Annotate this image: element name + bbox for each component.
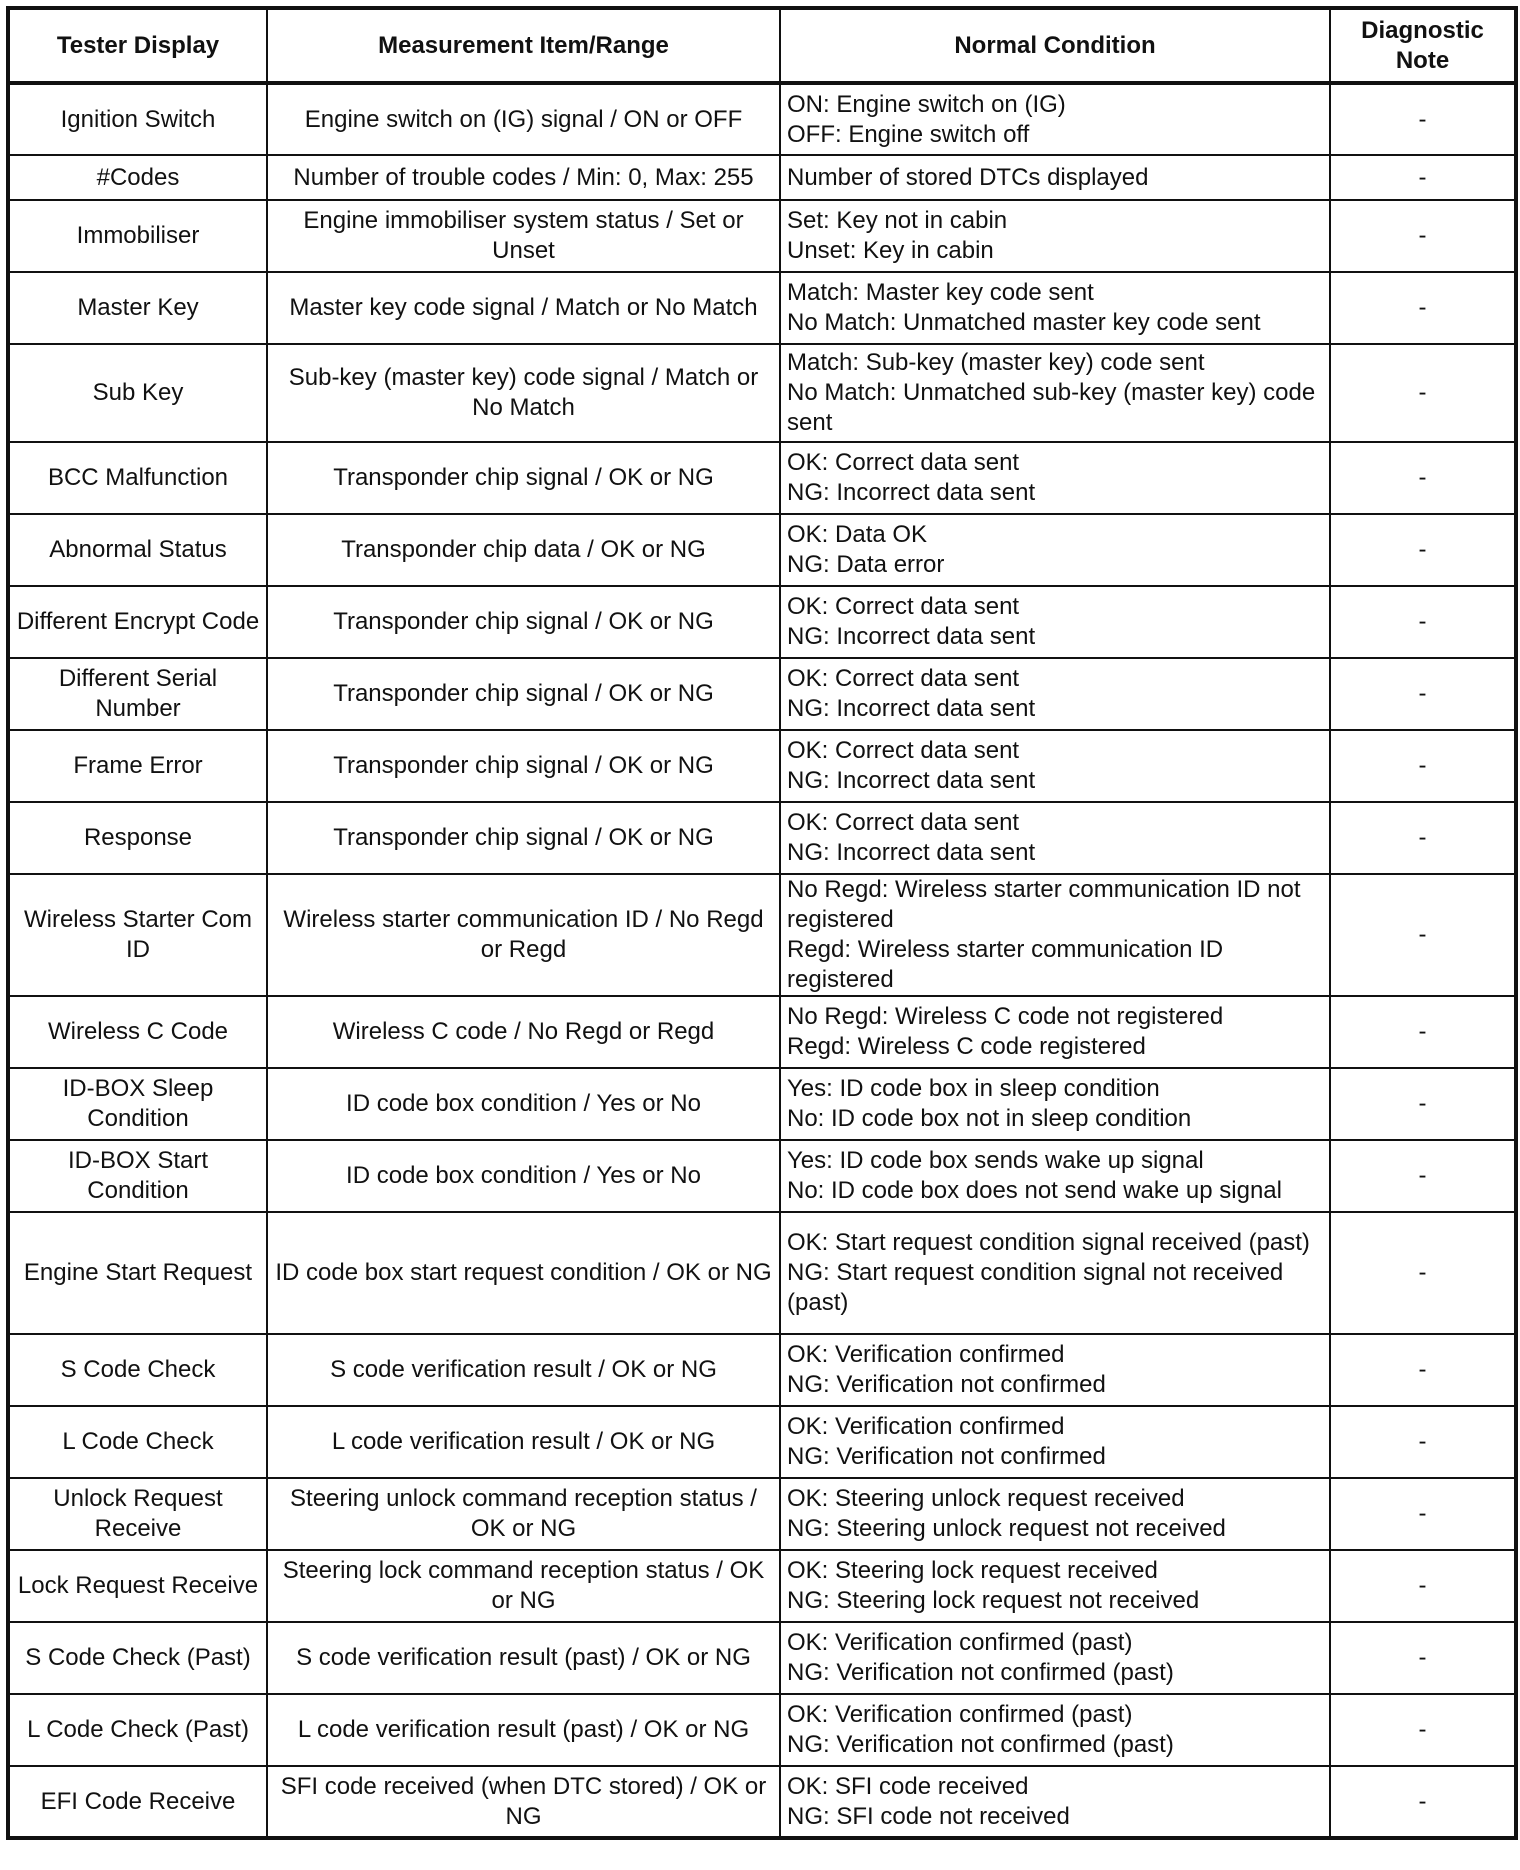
measurement-cell: SFI code received (when DTC stored) / OK or NG [267,1766,780,1838]
table-row [8,83,1516,155]
tester-display-cell: Sub Key [8,344,267,442]
normal-condition-line: NG: Steering unlock request not received [787,1515,1226,1542]
normal-condition-line: NG: Incorrect data sent [787,839,1036,866]
table-row [8,1694,1516,1766]
tester-display-cell: L Code Check [8,1406,267,1478]
normal-condition-cell [780,874,1330,996]
diagnostic-note-cell: - [1330,730,1516,802]
tester-display-cell: Unlock Request Receive [8,1478,267,1550]
measurement-cell: L code verification result / OK or NG [267,1406,780,1478]
normal-condition-cell [780,1694,1330,1766]
diagnostic-note-cell: - [1330,874,1516,996]
header-normal-condition: Normal Condition [780,8,1330,83]
table-body [8,83,1516,1838]
diagnostic-note-cell: - [1330,1694,1516,1766]
normal-condition-line: NG: Incorrect data sent [787,767,1036,794]
normal-condition-cell [780,344,1330,442]
normal-condition-cell [780,1766,1330,1838]
diagnostic-note-cell: - [1330,1140,1516,1212]
table-row [8,1406,1516,1478]
normal-condition-line: NG: Verification not confirmed (past) [787,1659,1174,1686]
diagnostic-note-cell: - [1330,442,1516,514]
normal-condition-cell [780,200,1330,272]
header-measurement-item: Measurement Item/Range [267,8,780,83]
normal-condition-line: NG: Incorrect data sent [787,623,1036,650]
diagnostic-note-cell: - [1330,1334,1516,1406]
table-row [8,272,1516,344]
diagnostic-note-cell: - [1330,802,1516,874]
diagnostic-note-cell: - [1330,1212,1516,1334]
normal-condition-line: Set: Key not in cabin [787,207,1008,234]
measurement-cell: Engine immobiliser system status / Set or Unset [267,200,780,272]
tester-display-cell: Ignition Switch [8,83,267,155]
measurement-cell: L code verification result (past) / OK or NG [267,1694,780,1766]
tester-display-cell: Wireless C Code [8,996,267,1068]
normal-condition-line: OK: Verification confirmed (past) [787,1701,1133,1728]
normal-condition-cell [780,1334,1330,1406]
table-row [8,200,1516,272]
tester-display-cell: BCC Malfunction [8,442,267,514]
table-row [8,442,1516,514]
table-row [8,996,1516,1068]
measurement-cell: Transponder chip signal / OK or NG [267,586,780,658]
measurement-cell: Transponder chip signal / OK or NG [267,442,780,514]
tester-display-cell: L Code Check (Past) [8,1694,267,1766]
measurement-cell: Transponder chip data / OK or NG [267,514,780,586]
normal-condition-line: OK: SFI code received [787,1772,1029,1800]
table-row [8,1140,1516,1212]
diagnostic-note-cell: - [1330,996,1516,1068]
measurement-cell: Transponder chip signal / OK or NG [267,730,780,802]
normal-condition-line: ON: Engine switch on (IG) [787,90,1066,118]
tester-display-cell: ID-BOX Sleep Condition [8,1068,267,1140]
normal-condition-cell [780,802,1330,874]
tester-display-cell: Different Serial Number [8,658,267,730]
normal-condition-cell [780,996,1330,1068]
normal-condition-line: OK: Correct data sent [787,593,1020,620]
normal-condition-cell [780,442,1330,514]
normal-condition-line: Regd: Wireless starter communication ID registered [787,936,1224,993]
diagnostic-note-cell: - [1330,514,1516,586]
measurement-cell: S code verification result (past) / OK or NG [267,1622,780,1694]
table-row [8,1766,1516,1838]
tester-display-cell: EFI Code Receive [8,1766,267,1838]
normal-condition-cell [780,155,1330,200]
measurement-cell: Number of trouble codes / Min: 0, Max: 255 [267,155,780,200]
normal-condition-line: Regd: Wireless C code registered [787,1033,1146,1060]
normal-condition-line: Unset: Key in cabin [787,237,994,264]
tester-display-cell: Response [8,802,267,874]
diagnostic-note-cell: - [1330,155,1516,200]
normal-condition-cell [780,658,1330,730]
diagnostic-note-cell: - [1330,83,1516,155]
tester-display-cell: S Code Check [8,1334,267,1406]
normal-condition-line: OK: Data OK [787,521,928,548]
data-list-table [6,6,1518,1840]
normal-condition-line: No: ID code box does not send wake up signal [787,1177,1282,1204]
tester-display-cell: #Codes [8,155,267,200]
normal-condition-cell [780,83,1330,155]
table-row [8,1212,1516,1334]
table-row [8,874,1516,996]
normal-condition-cell [780,1478,1330,1550]
measurement-cell: Wireless starter communication ID / No Regd or Regd [267,874,780,996]
normal-condition-cell [780,1622,1330,1694]
diagnostic-note-cell: - [1330,200,1516,272]
table-row [8,802,1516,874]
data-list-table-container [6,6,1514,1840]
tester-display-cell: Wireless Starter Com ID [8,874,267,996]
normal-condition-line: OK: Correct data sent [787,737,1020,764]
tester-display-cell: Master Key [8,272,267,344]
measurement-cell: Master key code signal / Match or No Match [267,272,780,344]
diagnostic-note-cell: - [1330,1406,1516,1478]
measurement-cell: ID code box condition / Yes or No [267,1068,780,1140]
diagnostic-note-cell: - [1330,1550,1516,1622]
normal-condition-line: No: ID code box not in sleep condition [787,1105,1192,1132]
normal-condition-cell [780,1212,1330,1334]
table-row [8,1478,1516,1550]
normal-condition-line: OK: Correct data sent [787,449,1020,476]
table-row [8,1622,1516,1694]
header-row [8,8,1516,83]
diagnostic-note-cell: - [1330,586,1516,658]
normal-condition-cell [780,586,1330,658]
normal-condition-line: NG: SFI code not received [787,1802,1070,1830]
normal-condition-cell [780,1068,1330,1140]
diagnostic-note-cell: - [1330,1068,1516,1140]
measurement-cell: Steering lock command reception status / OK or NG [267,1550,780,1622]
normal-condition-line: NG: Start request condition signal not received (past) [787,1259,1284,1316]
normal-condition-line: NG: Data error [787,551,945,578]
normal-condition-line: No Regd: Wireless C code not registered [787,1003,1224,1030]
tester-display-cell: Frame Error [8,730,267,802]
diagnostic-note-cell: - [1330,658,1516,730]
normal-condition-line: Match: Master key code sent [787,279,1094,306]
normal-condition-line: No Match: Unmatched sub-key (master key) code sent [787,379,1316,436]
measurement-cell: Transponder chip signal / OK or NG [267,658,780,730]
measurement-cell: ID code box condition / Yes or No [267,1140,780,1212]
normal-condition-line: No Regd: Wireless starter communication ID not registered [787,876,1301,933]
tester-display-cell: ID-BOX Start Condition [8,1140,267,1212]
normal-condition-cell [780,1406,1330,1478]
header-diagnostic-note: Diagnostic Note [1330,8,1516,83]
measurement-cell: Steering unlock command reception status / OK or NG [267,1478,780,1550]
tester-display-cell: Engine Start Request [8,1212,267,1334]
normal-condition-line: NG: Incorrect data sent [787,479,1036,506]
normal-condition-line: OK: Verification confirmed (past) [787,1629,1133,1656]
table-row [8,155,1516,200]
normal-condition-line: Yes: ID code box sends wake up signal [787,1147,1204,1174]
normal-condition-line: OK: Start request condition signal received (past) [787,1229,1310,1256]
measurement-cell: Sub-key (master key) code signal / Match or No Match [267,344,780,442]
tester-display-cell: S Code Check (Past) [8,1622,267,1694]
normal-condition-line: OK: Correct data sent [787,665,1020,692]
table-row [8,1550,1516,1622]
tester-display-cell: Different Encrypt Code [8,586,267,658]
normal-condition-line: NG: Steering lock request not received [787,1587,1200,1614]
normal-condition-cell [780,514,1330,586]
normal-condition-line: Match: Sub-key (master key) code sent [787,349,1205,376]
diagnostic-note-cell: - [1330,272,1516,344]
measurement-cell: Transponder chip signal / OK or NG [267,802,780,874]
measurement-cell: Wireless C code / No Regd or Regd [267,996,780,1068]
tester-display-cell: Lock Request Receive [8,1550,267,1622]
table-row [8,1334,1516,1406]
normal-condition-cell [780,272,1330,344]
normal-condition-line: OK: Verification confirmed [787,1413,1065,1440]
table-row [8,730,1516,802]
diagnostic-note-cell: - [1330,1766,1516,1838]
measurement-cell: ID code box start request condition / OK or NG [267,1212,780,1334]
normal-condition-line: OFF: Engine switch off [787,120,1030,148]
measurement-cell: Engine switch on (IG) signal / ON or OFF [267,83,780,155]
normal-condition-line: NG: Verification not confirmed [787,1443,1106,1470]
normal-condition-line: NG: Verification not confirmed [787,1371,1106,1398]
tester-display-cell: Immobiliser [8,200,267,272]
normal-condition-cell [780,730,1330,802]
header-tester-display: Tester Display [8,8,267,83]
table-row [8,514,1516,586]
normal-condition-cell [780,1140,1330,1212]
table-row [8,586,1516,658]
normal-condition-line: Yes: ID code box in sleep condition [787,1075,1160,1102]
measurement-cell: S code verification result / OK or NG [267,1334,780,1406]
table-row [8,344,1516,442]
normal-condition-line: NG: Verification not confirmed (past) [787,1731,1174,1758]
normal-condition-cell [780,1550,1330,1622]
table-row [8,658,1516,730]
normal-condition-line: Number of stored DTCs displayed [787,163,1149,191]
tester-display-cell: Abnormal Status [8,514,267,586]
normal-condition-line: NG: Incorrect data sent [787,695,1036,722]
normal-condition-line: OK: Steering lock request received [787,1557,1158,1584]
normal-condition-line: OK: Steering unlock request received [787,1485,1185,1512]
normal-condition-line: OK: Verification confirmed [787,1341,1065,1368]
diagnostic-note-cell: - [1330,1622,1516,1694]
diagnostic-note-cell: - [1330,344,1516,442]
diagnostic-note-cell: - [1330,1478,1516,1550]
normal-condition-line: OK: Correct data sent [787,809,1020,836]
normal-condition-line: No Match: Unmatched master key code sent [787,309,1261,336]
table-row [8,1068,1516,1140]
